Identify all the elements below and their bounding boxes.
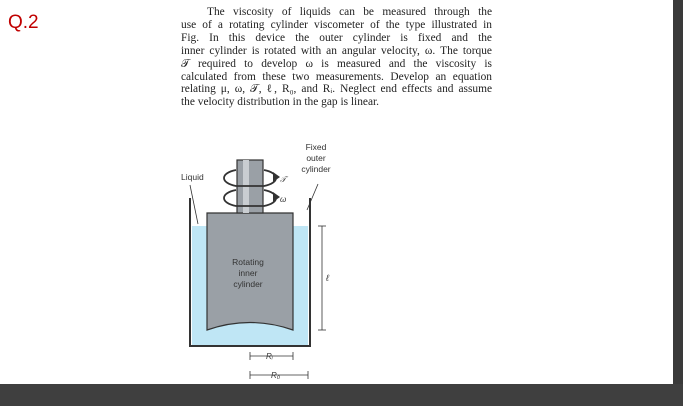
fixed-outer-label-2: outer — [306, 153, 326, 163]
rotating-label-3: cylinder — [233, 279, 263, 289]
fixed-outer-label-1: Fixed — [305, 142, 327, 152]
problem-line: Fig. In this device the outer cylinder is fixed and the — [181, 31, 492, 44]
viscometer-figure — [170, 140, 360, 380]
bottom-edge-bar — [0, 384, 683, 406]
rotating-label-2: inner — [238, 268, 258, 278]
problem-line: calculated from these two measurements. Develop an equation — [181, 70, 492, 83]
liquid-pointer — [190, 185, 198, 224]
omega-label: ω — [280, 195, 287, 204]
omega-arrowhead — [273, 192, 280, 202]
problem-statement — [181, 6, 492, 109]
right-edge-bar — [673, 0, 683, 406]
liquid-label: Liquid — [181, 172, 204, 182]
question-label: Q.2 — [8, 12, 39, 33]
outer-pointer — [307, 184, 318, 210]
problem-line: the velocity distribution in the gap is linear. — [181, 96, 380, 109]
viscometer-diagram — [170, 140, 360, 380]
problem-line: 𝒯 required to develop ω is measured and the viscosity is — [181, 57, 492, 70]
torque-arrowhead — [273, 172, 280, 182]
length-label: ℓ — [326, 273, 329, 283]
rotating-label-1: Rotating — [232, 257, 264, 267]
fixed-outer-label-3: cylinder — [301, 164, 331, 174]
problem-line: The viscosity of liquids can be measured through the — [207, 6, 492, 18]
torque-label: 𝒯 — [280, 175, 287, 184]
problem-line: relating μ, ω, 𝒯, ℓ, R₀, and Rᵢ. Neglect end effects and assume — [181, 83, 492, 96]
ro-label: R₀ — [271, 371, 281, 380]
problem-line: use of a rotating cylinder viscometer of the type illustrated in — [181, 18, 492, 31]
problem-line: inner cylinder is rotated with an angular velocity, ω. The torque — [181, 44, 492, 57]
ri-label: Rᵢ — [266, 352, 273, 361]
